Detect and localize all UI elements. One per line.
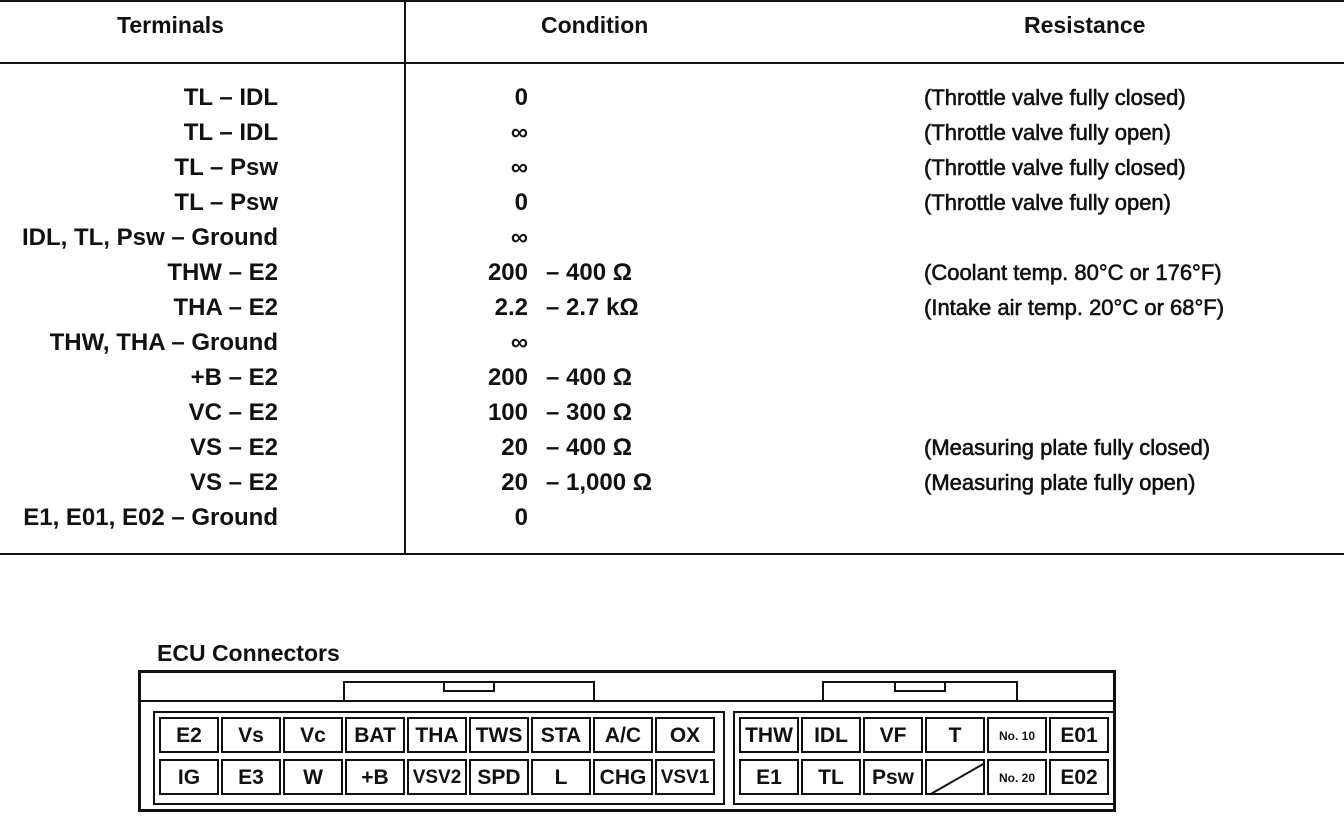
- header-resistance: Resistance: [1024, 12, 1146, 38]
- condition-value-cell: ∞: [510, 224, 528, 251]
- right-connector-pin: E01: [1049, 717, 1109, 753]
- condition-value-cell: 20: [501, 434, 528, 461]
- left-connector-pin: THA: [407, 717, 467, 753]
- resistance-note-cell: (Throttle valve fully open): [924, 190, 1171, 215]
- resistance-note-cell: (Intake air temp. 20°C or 68°F): [924, 295, 1225, 320]
- table-bottom-rule: [0, 553, 1344, 555]
- terminals-cell: TL – Psw: [174, 189, 278, 216]
- ecu-connectors-title: ECU Connectors: [157, 640, 340, 666]
- terminals-cell: VS – E2: [189, 434, 278, 461]
- connector-block-left: [153, 711, 725, 805]
- left-connector-pin: W: [283, 759, 343, 795]
- connector-block-right: [733, 711, 1115, 805]
- table-top-rule: [0, 0, 1344, 2]
- table-body: [0, 80, 1344, 535]
- right-connector-pin: E02: [1049, 759, 1109, 795]
- table-row: [0, 360, 1344, 395]
- left-connector-pin: L: [531, 759, 591, 795]
- table-row: [0, 255, 1344, 290]
- left-connector-pin: E3: [221, 759, 281, 795]
- condition-value-cell: 20: [501, 469, 528, 496]
- table-row: [0, 220, 1344, 255]
- resistance-note-cell: (Coolant temp. 80°C or 176°F): [924, 260, 1222, 285]
- right-connector-pin: T: [925, 717, 985, 753]
- condition-range-cell: – 400 Ω: [546, 434, 632, 461]
- table-header-rule: [0, 62, 1344, 64]
- right-connector-pin: TL: [801, 759, 861, 795]
- header-condition: Condition: [541, 12, 649, 38]
- resistance-note-cell: (Measuring plate fully open): [924, 470, 1196, 495]
- left-connector-pin: BAT: [345, 717, 405, 753]
- terminals-cell: THW, THA – Ground: [49, 329, 278, 356]
- table-row: [0, 185, 1344, 220]
- table-row: [0, 80, 1344, 115]
- left-connector-pin: VSV2: [407, 759, 467, 795]
- left-connector-pin: Vs: [221, 717, 281, 753]
- latch-tab-left: [443, 683, 495, 692]
- connector-strip-line: [141, 700, 1113, 702]
- table-row: [0, 395, 1344, 430]
- condition-value-cell: 0: [514, 189, 528, 216]
- table-row: [0, 500, 1344, 535]
- terminals-cell: IDL, TL, Psw – Ground: [21, 224, 278, 251]
- table-row: [0, 465, 1344, 500]
- right-connector-pin: No. 10: [987, 717, 1047, 753]
- condition-value-cell: 0: [514, 84, 528, 111]
- condition-range-cell: – 2.7 kΩ: [546, 294, 639, 321]
- right-connector-pin-empty: [925, 759, 985, 795]
- left-connector-pin: OX: [655, 717, 715, 753]
- left-connector-pin: STA: [531, 717, 591, 753]
- left-connector-pin: Vc: [283, 717, 343, 753]
- table-row: [0, 325, 1344, 360]
- right-connector-pin: No. 20: [987, 759, 1047, 795]
- table-row: [0, 115, 1344, 150]
- terminals-cell: THA – E2: [173, 294, 278, 321]
- condition-value-cell: 0: [514, 504, 528, 531]
- right-connector-pin: THW: [739, 717, 799, 753]
- left-connector-pin: E2: [159, 717, 219, 753]
- terminals-cell: THW – E2: [167, 259, 278, 286]
- terminals-cell: TL – Psw: [174, 154, 278, 181]
- table-row: [0, 430, 1344, 465]
- condition-value-cell: 2.2: [494, 294, 528, 321]
- terminals-cell: VC – E2: [188, 399, 278, 426]
- condition-range-cell: – 400 Ω: [546, 364, 632, 391]
- table-row: [0, 150, 1344, 185]
- terminals-cell: VS – E2: [189, 469, 278, 496]
- condition-value-cell: ∞: [510, 154, 528, 181]
- resistance-note-cell: (Throttle valve fully closed): [924, 155, 1186, 180]
- terminals-cell: E1, E01, E02 – Ground: [23, 504, 278, 531]
- connector-latch-left: [343, 681, 595, 700]
- condition-value-cell: 100: [487, 399, 528, 426]
- left-connector-pin: +B: [345, 759, 405, 795]
- left-connector-pin: IG: [159, 759, 219, 795]
- header-terminals: Terminals: [117, 12, 224, 38]
- left-connector-pin: TWS: [469, 717, 529, 753]
- condition-range-cell: – 300 Ω: [546, 399, 632, 426]
- resistance-note-cell: (Throttle valve fully closed): [924, 85, 1186, 110]
- condition-range-cell: – 400 Ω: [546, 259, 632, 286]
- connector-latch-right: [822, 681, 1018, 700]
- left-connector-pin: VSV1: [655, 759, 715, 795]
- table-row: [0, 290, 1344, 325]
- resistance-note-cell: (Throttle valve fully open): [924, 120, 1171, 145]
- resistance-note-cell: (Measuring plate fully closed): [924, 435, 1211, 460]
- condition-value-cell: 200: [487, 364, 528, 391]
- right-connector-pin: VF: [863, 717, 923, 753]
- condition-value-cell: ∞: [510, 119, 528, 146]
- right-connector-pin: Psw: [863, 759, 923, 795]
- left-connector-pin: SPD: [469, 759, 529, 795]
- terminals-cell: TL – IDL: [183, 119, 278, 146]
- right-connector-pin: E1: [739, 759, 799, 795]
- condition-value-cell: 200: [487, 259, 528, 286]
- right-connector-pin: IDL: [801, 717, 861, 753]
- latch-tab-right: [894, 683, 946, 692]
- terminals-cell: +B – E2: [190, 364, 278, 391]
- ecu-connector-diagram: [138, 670, 1116, 812]
- condition-value-cell: ∞: [510, 329, 528, 356]
- left-connector-pin: CHG: [593, 759, 653, 795]
- condition-range-cell: – 1,000 Ω: [546, 469, 652, 496]
- terminals-cell: TL – IDL: [183, 84, 278, 111]
- left-connector-pin: A/C: [593, 717, 653, 753]
